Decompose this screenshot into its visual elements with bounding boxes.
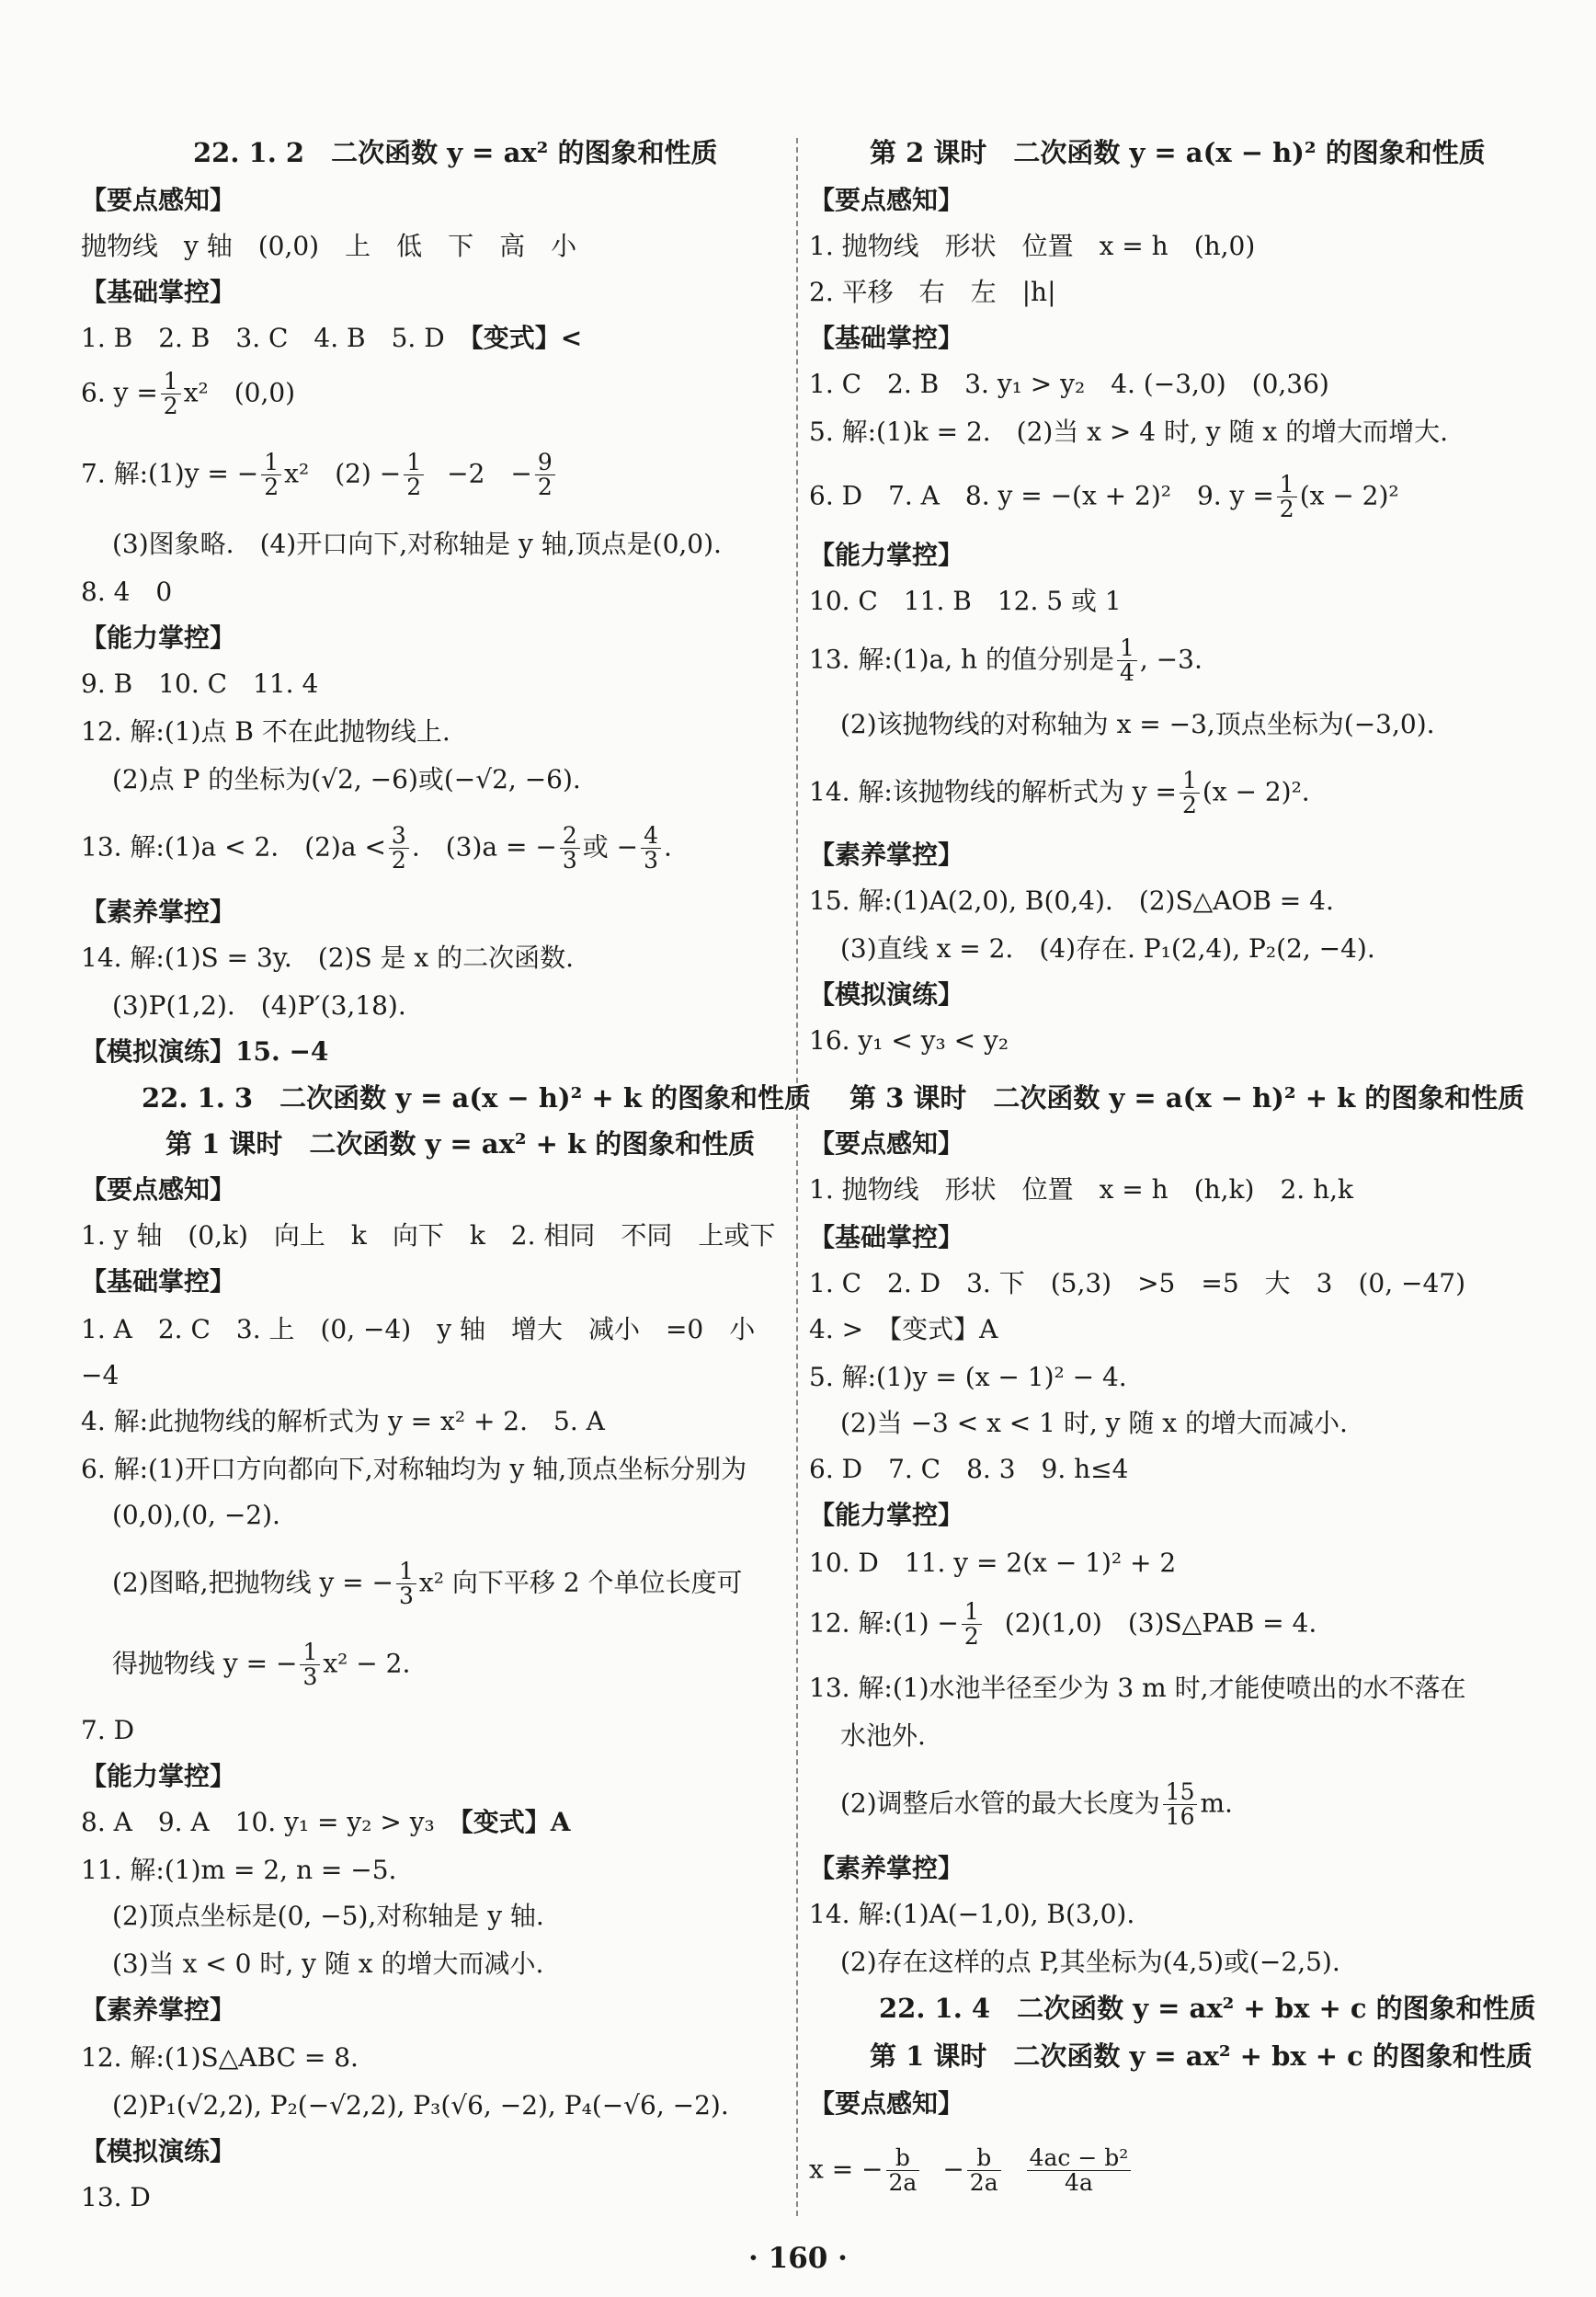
heading-literacy: 【素养掌控】 [809, 840, 964, 870]
lesson-title-3: 第 3 课时 二次函数 y = a(x − h)² + k 的图象和性质 [849, 1082, 1525, 1114]
answer-line: 1. C 2. B 3. y₁ > y₂ 4. (−3,0) (0,36) [809, 369, 1329, 399]
answer-line: (3)P(1,2). (4)P′(3,18). [112, 990, 406, 1021]
section-title-22-1-2: 22. 1. 2 二次函数 y = ax² 的图象和性质 [193, 137, 718, 168]
heading-ability: 【能力掌控】 [81, 623, 236, 653]
heading-key-points: 【要点感知】 [809, 2088, 964, 2119]
heading-ability: 【能力掌控】 [81, 1761, 236, 1791]
answer-line: 16. y₁ < y₃ < y₂ [809, 1025, 1009, 1056]
answer-line: 8. A 9. A 10. y₁ = y₂ > y₃ 【变式】A [81, 1807, 571, 1837]
answer-line: 15. 解:(1)A(2,0), B(0,4). (2)S△AOB = 4. [809, 886, 1334, 916]
answer-line: 2. 平移 右 左 |h| [809, 277, 1056, 307]
answer-line-s12: 12. 解:(1) − $\frac{1}{2}$ (2)(1,0) (3)S△PAB = 4. [809, 1598, 1317, 1651]
answer-line: 13. 解:(1)水池半径至少为 3 m 时,才能使喷出的水不落在 [809, 1673, 1466, 1703]
lesson-title-2: 第 2 课时 二次函数 y = a(x − h)² 的图象和性质 [870, 137, 1486, 168]
answer-line: 12. 解:(1)S△ABC = 8. [81, 2042, 359, 2073]
answer-line-r13: 13. 解:(1)a, h 的值分别是 $\frac{1}{4}$ , −3. [809, 634, 1203, 687]
heading-ability: 【能力掌控】 [809, 1500, 964, 1530]
answer-line: (3)图象略. (4)开口向下,对称轴是 y 轴,顶点是(0,0). [112, 529, 722, 559]
answer-line: 1. A 2. C 3. 上 (0, −4) y 轴 增大 减小 =0 小 [81, 1314, 756, 1344]
answer-line: 6. D 7. C 8. 3 9. h≤4 [809, 1454, 1129, 1484]
answer-line: (2)当 −3 < x < 1 时, y 随 x 的增大而减小. [840, 1408, 1348, 1438]
answer-line: 13. D [81, 2182, 151, 2212]
heading-basic: 【基础掌控】 [809, 1222, 964, 1252]
heading-literacy: 【素养掌控】 [81, 1994, 236, 2025]
heading-literacy: 【素养掌控】 [809, 1853, 964, 1883]
answer-line: 14. 解:(1)A(−1,0), B(3,0). [809, 1899, 1135, 1929]
heading-basic: 【基础掌控】 [809, 323, 964, 353]
answer-line: 14. 解:(1)S = 3y. (2)S 是 x 的二次函数. [81, 943, 575, 973]
section-title-22-1-3: 22. 1. 3 二次函数 y = a(x − h)² + k 的图象和性质 [142, 1082, 812, 1114]
answer-line-q6-2: (2)图略,把抛物线 y = − $\frac{1}{3}$ x² 向下平移 2 个单位长度可 [112, 1558, 743, 1610]
heading-key-points: 【要点感知】 [81, 1174, 236, 1205]
heading-key-points: 【要点感知】 [81, 185, 236, 215]
answer-line: (2)该抛物线的对称轴为 x = −3,顶点坐标为(−3,0). [840, 709, 1435, 739]
heading-literacy: 【素养掌控】 [81, 897, 236, 927]
heading-simulation: 【模拟演练】 [81, 2136, 236, 2166]
answer-line: 10. C 11. B 12. 5 或 1 [809, 586, 1122, 616]
answer-line-r14: 14. 解:该抛物线的解析式为 y = $\frac{1}{2}$ (x − 2)². [809, 767, 1310, 819]
heading-basic: 【基础掌控】 [81, 1266, 236, 1297]
answer-line: (3)当 x < 0 时, y 随 x 的增大而减小. [112, 1948, 544, 1979]
answer-line: 1. 抛物线 形状 位置 x = h (h,k) 2. h,k [809, 1174, 1353, 1205]
heading-key-points: 【要点感知】 [809, 1128, 964, 1159]
lesson-title-1: 第 1 课时 二次函数 y = ax² + k 的图象和性质 [165, 1128, 756, 1160]
answer-line: 8. 4 0 [81, 577, 173, 607]
heading-basic: 【基础掌控】 [81, 277, 236, 307]
heading-simulation: 【模拟演练】15. −4 [81, 1036, 329, 1067]
answer-line: 1. 抛物线 形状 位置 x = h (h,0) [809, 231, 1256, 261]
answer-line: (2)P₁(√2,2), P₂(−√2,2), P₃(√6, −2), P₄(−√6, −2). [112, 2090, 729, 2120]
answer-line-q6: 6. y = $\frac{1}{2}$ x² (0,0) [81, 368, 296, 420]
answer-line: (2)点 P 的坐标为(√2, −6)或(−√2, −6). [112, 764, 581, 794]
answer-line: −4 [81, 1360, 120, 1390]
answer-line: 7. D [81, 1715, 135, 1745]
answer-line: (2)存在这样的点 P,其坐标为(4,5)或(−2,5). [840, 1947, 1340, 1977]
answer-line: 抛物线 y 轴 (0,0) 上 低 下 高 小 [81, 231, 577, 261]
answer-line: (2)顶点坐标是(0, −5),对称轴是 y 轴. [112, 1901, 544, 1931]
answer-line: 1. B 2. B 3. C 4. B 5. D 【变式】< [81, 323, 583, 353]
column-divider [796, 138, 798, 2216]
answer-line: 1. y 轴 (0,k) 向上 k 向下 k 2. 相同 不同 上或下 [81, 1220, 776, 1251]
heading-key-points: 【要点感知】 [809, 185, 964, 215]
answer-line: 6. 解:(1)开口方向都向下,对称轴均为 y 轴,顶点坐标分别为 [81, 1454, 747, 1484]
answer-line: 5. 解:(1)y = (x − 1)² − 4. [809, 1362, 1127, 1392]
answer-line-q7: 7. 解:(1)y = − $\frac{1}{2}$ x² (2) − $\frac{1}{2}$ −2 − $\frac{9}{2}$ [81, 451, 558, 500]
answer-line-q6-3: 得抛物线 y = − $\frac{1}{3}$ x² − 2. [112, 1639, 411, 1691]
answer-line: 11. 解:(1)m = 2, n = −5. [81, 1855, 397, 1885]
answer-line-q13: 13. 解:(1)a < 2. (2)a < $\frac{3}{2}$ . (3)a = − $\frac{2}{3}$ 或 − $\frac{4}{3}$ . [81, 822, 672, 874]
lesson-title-4: 第 1 课时 二次函数 y = ax² + bx + c 的图象和性质 [870, 2040, 1533, 2072]
answer-line: 5. 解:(1)k = 2. (2)当 x > 4 时, y 随 x 的增大而增大. [809, 417, 1448, 447]
answer-line: 1. C 2. D 3. 下 (5,3) >5 =5 大 3 (0, −47) [809, 1268, 1466, 1298]
answer-line-r6: 6. D 7. A 8. y = −(x + 2)² 9. y = $\frac{1}{2}$ (x − 2)² [809, 471, 1399, 523]
heading-ability: 【能力掌控】 [809, 540, 964, 570]
answer-line: (3)直线 x = 2. (4)存在. P₁(2,4), P₂(2, −4). [840, 933, 1375, 964]
section-title-22-1-4: 22. 1. 4 二次函数 y = ax² + bx + c 的图象和性质 [879, 1993, 1536, 2024]
answer-line: 4. 解:此抛物线的解析式为 y = x² + 2. 5. A [81, 1406, 605, 1436]
answer-line: 水池外. [840, 1720, 926, 1751]
answer-line: (0,0),(0, −2). [112, 1500, 280, 1530]
answer-line: 4. > 【变式】A [809, 1314, 998, 1344]
answer-line-t1: x = − $\frac{b}{2a}$ − $\frac{b}{2a}$ $\frac{\text{4ac − b²}}{4a}$ [809, 2146, 1134, 2196]
page-number: · 160 · [748, 2242, 848, 2275]
answer-line-s13: (2)调整后水管的最大长度为 $\frac{15}{16}$ m. [840, 1778, 1233, 1831]
answer-line: 9. B 10. C 11. 4 [81, 669, 319, 699]
answer-line: 10. D 11. y = 2(x − 1)² + 2 [809, 1548, 1177, 1578]
heading-simulation: 【模拟演练】 [809, 979, 964, 1010]
answer-line: 12. 解:(1)点 B 不在此抛物线上. [81, 716, 450, 747]
